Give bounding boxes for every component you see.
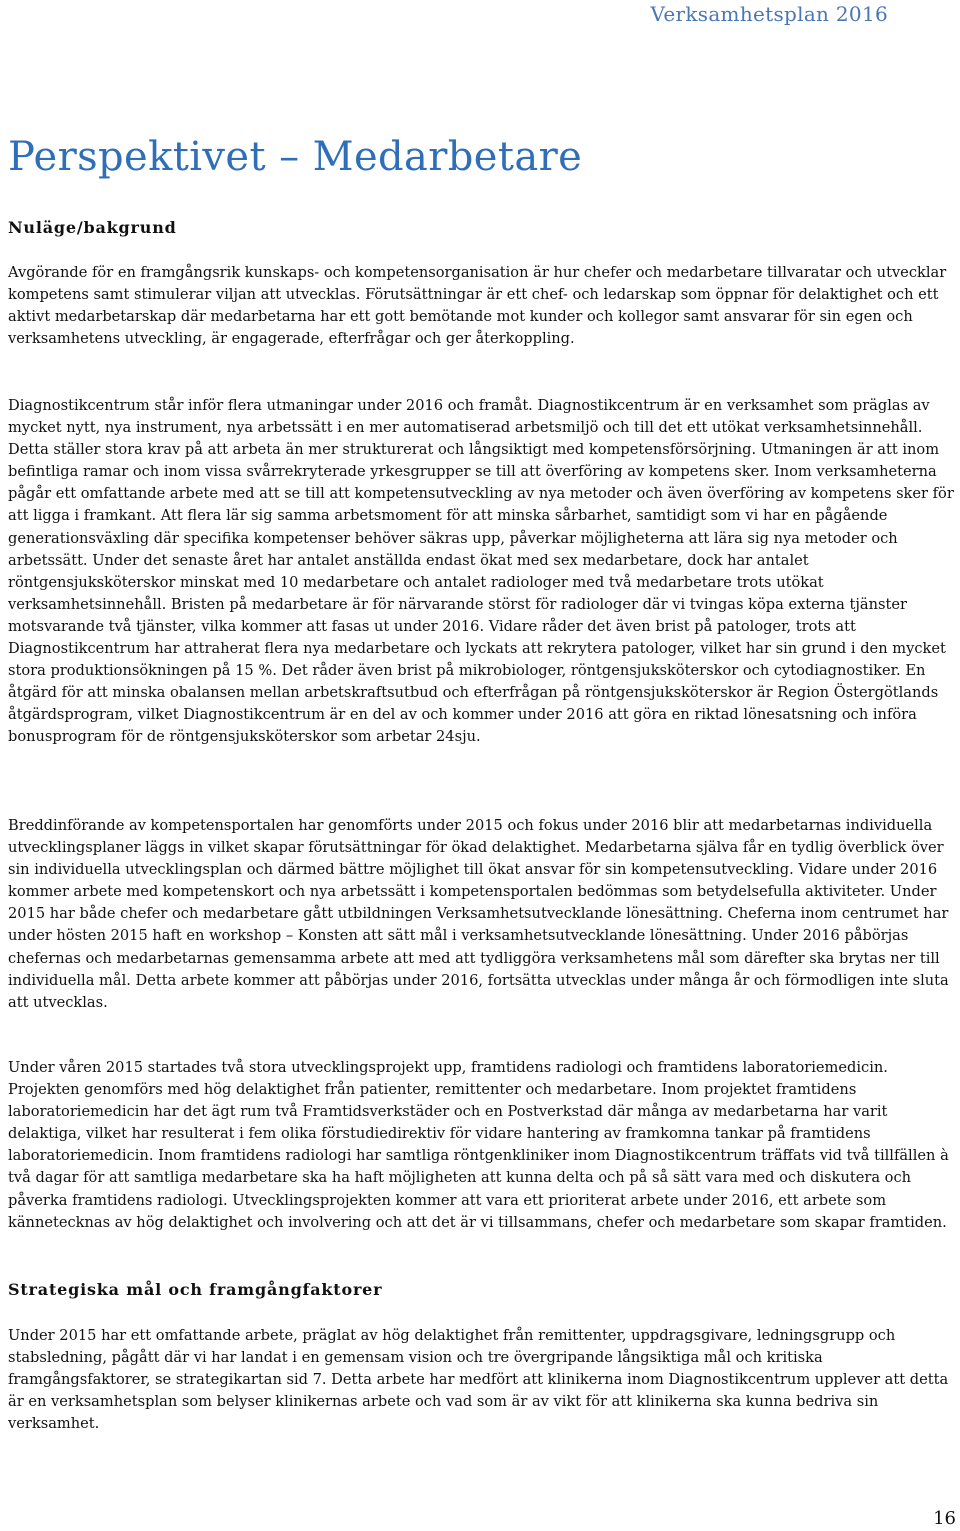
running-header: Verksamhetsplan 2016 [650,2,888,26]
page-number: 16 [933,1508,956,1529]
paragraph-1: Avgörande för en framgångsrik kunskaps- och kompetensorganisation är hur chefer och medarbetare tillvaratar och utvecklar kompetens samt stimulerar viljan att utvecklas. Förutsättningar är ett chef- och ledarskap som öppnar för delaktighet och ett aktivt medarbetarskap där medarbetarna har ett gott bemötande mot kunder och kollegor samt ansvarar för sin egen och verksamhetens utveckling, är engagerade, efterfrågar och ger återkoppling. [8,264,947,348]
section-heading-strategiska-mal: Strategiska mål och framgångfaktorer [8,1280,383,1299]
paragraph-2: Diagnostikcentrum står inför flera utmaningar under 2016 och framåt. Diagnostikcentrum är en verksamhet som präglas av mycket nytt, nya instrument, nya arbetssätt i en mer automatiserad arbetsmiljö och till det ett utökat verksamhetsinnehåll. Detta ställer stora krav på att arbeta än mer strukturerat och långsiktigt med kompetensförsörjning. Utmaningen är att inom befintliga ramar och inom vissa svårrekryterade yrkesgrupper se till att överföring av kompetens sker. Inom verksamheterna pågår ett omfattande arbete med att se till att kompetensutveckling av nya metoder och även överföring av kompetens sker för att ligga i framkant. Att flera lär sig samma arbetsmoment för att minska sårbarhet, samtidigt som vi har en pågående generationsväxling där specifika kompetenser behöver säkras upp, påverkar möjligheterna att lära sig nya metoder och arbetssätt. Under det senaste året har antalet anställda endast ökat med sex medarbetare, dock har antalet röntgensjuksköterskor minskat med 10 medarbetare och antalet radiologer med två medarbetare trots utökat verksamhetsinnehåll. Bristen på medarbetare är för närvarande störst för radiologer där vi tvingas köpa externa tjänster motsvarande två tjänster, vilka kommer att fasas ut under 2016. Vidare råder det även brist på patologer, trots att Diagnostikcentrum har attraherat flera nya medarbetare och lyckats att rekrytera patologer, vilket har sin grund i den mycket stora produktionsökningen på 15 %. Det råder även brist på mikrobiologer, röntgensjuksköterskor och cytodiagnostiker. En åtgärd för att minska obalansen mellan arbetskraftsutbud och efterfrågan på röntgensjuksköterskor är Region Östergötlands åtgärdsprogram, vilket Diagnostikcentrum är en del av och kommer under 2016 att göra en riktad lönesatsning och införa bonusprogram för de röntgensjuksköterskor som arbetar 24sju. [8,397,954,746]
page-title: Perspektivet – Medarbetare [8,134,583,180]
paragraph-5: Under 2015 har ett omfattande arbete, präglat av hög delaktighet från remittenter, uppdragsgivare, ledningsgrupp och stabsledning, pågått där vi har landat i en gemensam vision och tre övergripande långsiktiga mål och kritiska framgångsfaktorer, se strategikartan sid 7. Detta arbete har medfört att klinikerna inom Diagnostikcentrum upplever att detta är en verksamhetsplan som belyser klinikernas arbete och vad som är av vikt för att klinikerna ska kunna bedriva sin verksamhet. [8,1327,949,1433]
paragraph-4: Under våren 2015 startades två stora utvecklingsprojekt upp, framtidens radiologi och framtidens laboratoriemedicin. Projekten genomförs med hög delaktighet från patienter, remittenter och medarbetare. Inom projektet framtidens laboratoriemedicin har det ägt rum två Framtidsverkstäder och en Postverkstad där många av medarbetarna har varit delaktiga, vilket har resulterat i fem olika förstudiedirektiv för vidare hantering av framkomna tankar på framtidens laboratoriemedicin. Inom framtidens radiologi har samtliga röntgenkliniker inom Diagnostikcentrum träffats vid två tillfällen à två dagar för att samtliga medarbetare ska ha haft möjligheten att kunna delta och på så sätt vara med och diskutera och påverka framtidens radiologi. Utvecklingsprojekten kommer att vara ett prioriterat arbete under 2016, ett arbete som kännetecknas av hög delaktighet och involvering och att det är vi tillsammans, chefer och medarbetare som skapar framtiden. [8,1059,949,1231]
paragraph-3: Breddinförande av kompetensportalen har genomförts under 2015 och fokus under 2016 blir att medarbetarnas individuella utvecklingsplaner läggs in vilket skapar förutsättningar för ökad delaktighet. Medarbetarna själva får en tydlig överblick över sin individuella utvecklingsplan och därmed bättre möjlighet till ökat ansvar för sin kompetensutveckling. Vidare under 2016 kommer arbete med kompetenskort och nya arbetssätt i kompetensportalen bedömmas som betydelsefulla aktiviteter. Under 2015 har både chefer och medarbetare gått utbildningen Verksamhetsutvecklande lönesättning. Cheferna inom centrumet har under hösten 2015 haft en workshop – Konsten att sätt mål i verksamhetsutvecklande lönesättning. Under 2016 påbörjas chefernas och medarbetarnas gemensamma arbete att med att tydliggöra verksamhetens mål som därefter ska brytas ner till individuella mål. Detta arbete kommer att påbörjas under 2016, fortsätta utvecklas under många år och förmodligen inte sluta att utvecklas. [8,817,949,1011]
section-heading-nulage: Nuläge/bakgrund [8,218,177,237]
